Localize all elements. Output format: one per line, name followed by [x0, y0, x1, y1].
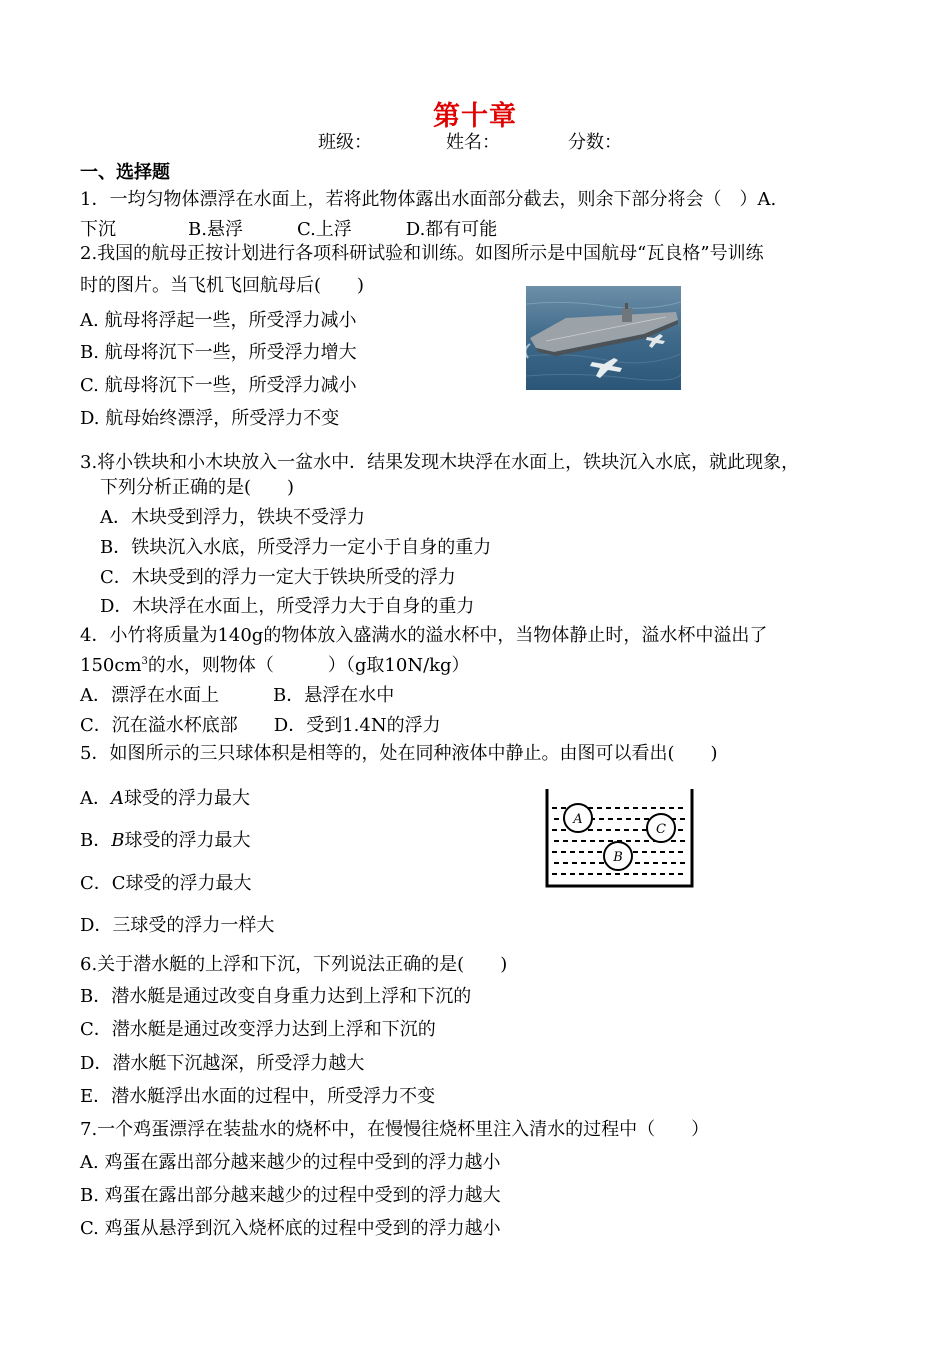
q5-option-d: D．三球受的浮力一样大 — [80, 915, 275, 936]
ball-c — [647, 814, 675, 842]
q3-option-b: B．铁块沉入水底，所受浮力一定小于自身的重力 — [100, 537, 492, 558]
q4-options-cd: C．沉在溢水杯底部 D．受到1.4N的浮力 — [80, 715, 441, 736]
q3-stem-line1: 3.将小铁块和小木块放入一盆水中．结果发现木块浮在水面上，铁块沉入水底，就此现象， — [80, 452, 800, 473]
student-info-row — [318, 128, 622, 154]
q4-stem-line2 — [80, 654, 470, 678]
q7-option-b: B. 鸡蛋在露出部分越来越少的过程中受到的浮力越大 — [80, 1185, 501, 1206]
q5-option-b-letter: B． — [80, 830, 112, 851]
q2-option-b: B. 航母将沉下一些，所受浮力增大 — [80, 342, 357, 363]
q5-option-b-var: B — [111, 830, 125, 851]
q3-option-d: D．木块浮在水面上，所受浮力大于自身的重力 — [100, 596, 475, 617]
q7-stem: 7.一个鸡蛋漂浮在装盐水的烧杯中，在慢慢往烧杯里注入清水的过程中（ ） — [80, 1119, 710, 1140]
q7-option-a: A. 鸡蛋在露出部分越来越少的过程中受到的浮力越小 — [80, 1152, 501, 1173]
q4-stem-line1: 4．小竹将质量为140g的物体放入盛满水的溢水杯中，当物体静止时，溢水杯中溢出了 — [80, 625, 768, 646]
q4-volume-exponent: 3 — [141, 656, 148, 667]
q2-option-a: A. 航母将浮起一些，所受浮力减小 — [80, 310, 357, 331]
q4-stem-rest: 的水，则物体（ ）（g取10N/kg） — [147, 655, 470, 676]
q5-option-a-letter: A． — [80, 788, 111, 809]
q1-stem-line1: 1．一均匀物体漂浮在水面上，若将此物体露出水面部分截去，则余下部分将会（ ）A. — [80, 189, 777, 210]
aircraft-carrier-photo — [526, 286, 681, 390]
section-heading: 一、选择题 — [80, 162, 170, 183]
q6-option-d: D．潜水艇下沉越深，所受浮力越大 — [80, 1053, 365, 1074]
ball-c-label: C — [656, 822, 666, 837]
q5-option-b-text: 球受的浮力最大 — [124, 830, 251, 851]
q5-option-c: C．C球受的浮力最大 — [80, 873, 252, 894]
q3-stem-line2: 下列分析正确的是( ) — [100, 477, 295, 498]
page-title: 第十章 — [433, 101, 517, 132]
q2-stem-line2: 时的图片。当飞机飞回航母后( ) — [80, 275, 365, 296]
q4-options-ab: A．漂浮在水面上 B．悬浮在水中 — [80, 685, 395, 706]
q3-option-c: C．木块受到的浮力一定大于铁块所受的浮力 — [100, 567, 456, 588]
ball-a-label: A — [573, 812, 583, 827]
score-label: 分数： — [568, 132, 622, 153]
q6-option-e: E．潜水艇浮出水面的过程中，所受浮力不变 — [80, 1086, 436, 1107]
ball-b — [604, 842, 632, 870]
ball-a — [564, 804, 592, 832]
q5-option-a-var: A — [111, 788, 124, 809]
q5-option-a — [80, 787, 250, 811]
name-label: 姓名： — [446, 132, 500, 153]
q4-volume-value: 150cm — [80, 655, 142, 676]
q1-options-line: 下沉 B.悬浮 C.上浮 D.都有可能 — [80, 219, 498, 240]
q5-option-a-text: 球受的浮力最大 — [124, 788, 250, 809]
q5-option-b — [80, 829, 250, 853]
q5-stem: 5．如图所示的三只球体积是相等的，处在同种液体中静止。由图可以看出( ) — [80, 743, 718, 764]
q6-option-b: B．潜水艇是通过改变自身重力达到上浮和下沉的 — [80, 986, 472, 1007]
q6-option-c: C．潜水艇是通过改变浮力达到上浮和下沉的 — [80, 1019, 436, 1040]
q2-option-c: C. 航母将沉下一些，所受浮力减小 — [80, 375, 357, 396]
q3-option-a: A．木块受到浮力，铁块不受浮力 — [100, 507, 365, 528]
class-label: 班级： — [318, 132, 372, 153]
q6-stem: 6.关于潜水艇的上浮和下沉，下列说法正确的是( ) — [80, 954, 508, 975]
ball-b-label: B — [613, 850, 623, 865]
q7-option-c: C. 鸡蛋从悬浮到沉入烧杯底的过程中受到的浮力越小 — [80, 1218, 501, 1239]
beaker-with-three-balls-diagram — [540, 786, 700, 890]
q2-stem-line1: 2.我国的航母正按计划进行各项科研试验和训练。如图所示是中国航母“瓦良格”号训练 — [80, 243, 764, 264]
q2-option-d: D. 航母始终漂浮，所受浮力不变 — [80, 408, 340, 429]
